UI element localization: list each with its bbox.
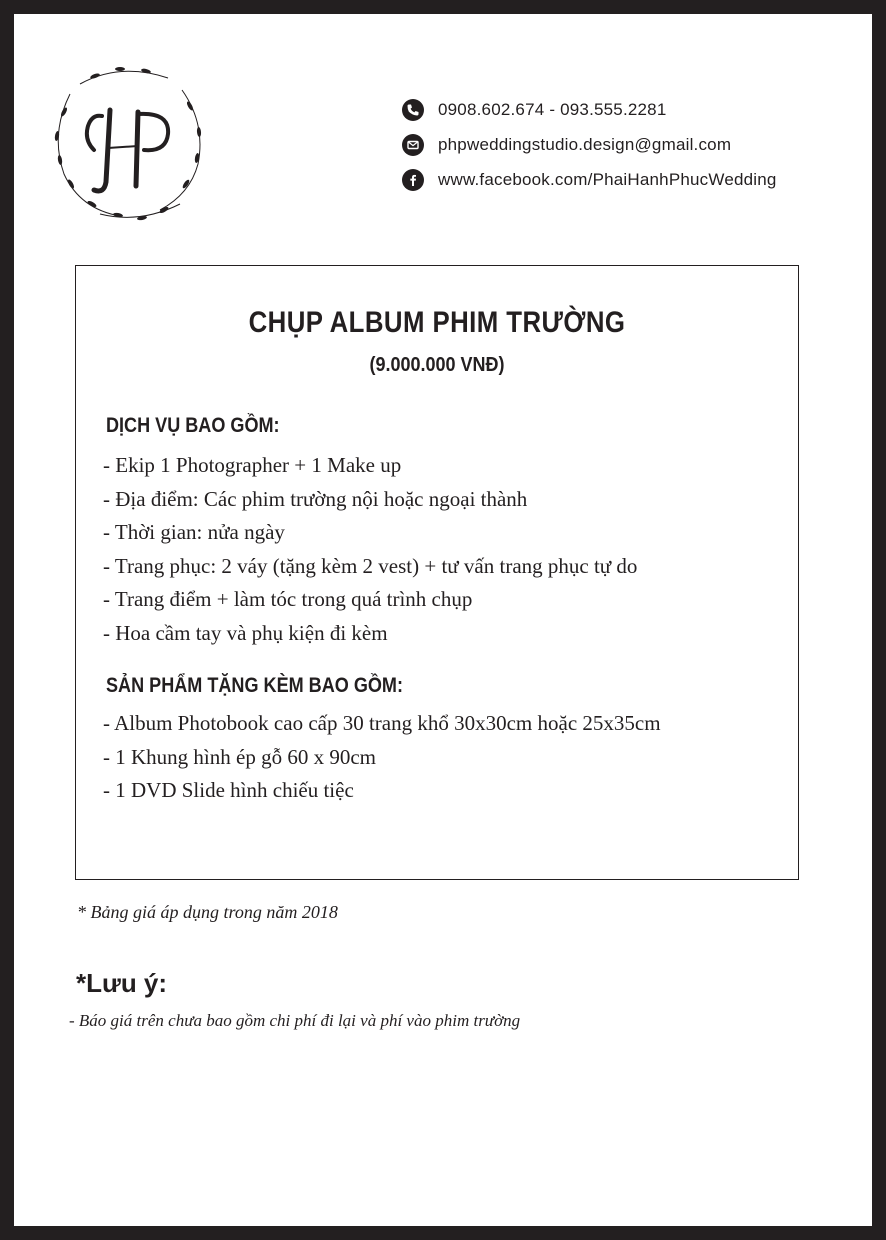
gifts-list	[103, 707, 661, 808]
list-item: - 1 Khung hình ép gỗ 60 x 90cm	[103, 744, 376, 769]
list-item: - Trang điểm + làm tóc trong quá trình chụp	[103, 587, 473, 611]
gifts-heading: SẢN PHẨM TẶNG KÈM BAO GỒM:	[106, 674, 403, 697]
package-box	[75, 265, 799, 880]
mail-icon	[402, 134, 424, 156]
package-title: CHỤP ALBUM PHIM TRƯỜNG	[248, 306, 626, 339]
list-item: - Hoa cầm tay và phụ kiện đi kèm	[103, 620, 388, 645]
phone-contact	[402, 92, 777, 127]
facebook-url[interactable]: www.facebook.com/PhaiHanhPhucWedding	[438, 169, 777, 189]
note-text: - Báo giá trên chưa bao gồm chi phí đi lại và phí vào phim trường	[69, 1011, 521, 1030]
list-item: - Địa điểm: Các phim trường nội hoặc ngoại thành	[103, 486, 528, 511]
list-item: - Ekip 1 Photographer + 1 Make up	[103, 453, 402, 477]
facebook-icon	[402, 169, 424, 191]
email-address[interactable]: phpweddingstudio.design@gmail.com	[438, 134, 732, 154]
price-sheet	[14, 14, 872, 1226]
studio-logo	[40, 54, 212, 226]
email-contact	[402, 127, 777, 162]
facebook-contact	[402, 162, 777, 197]
list-item: - Thời gian: nửa ngày	[103, 520, 285, 544]
price-year-note: * Bảng giá áp dụng trong năm 2018	[77, 902, 338, 922]
phone-numbers[interactable]: 0908.602.674 - 093.555.2281	[438, 99, 667, 119]
package-price: (9.000.000 VNĐ)	[369, 354, 505, 376]
note-title: *Lưu ý:	[76, 968, 168, 998]
contact-list	[402, 92, 777, 197]
phone-icon	[402, 99, 424, 121]
list-item: - Album Photobook cao cấp 30 trang khổ 30x30cm hoặc 25x35cm	[103, 711, 661, 735]
services-heading: DỊCH VỤ BAO GỒM:	[106, 414, 280, 437]
services-list	[103, 449, 637, 650]
list-item: - Trang phục: 2 váy (tặng kèm 2 vest) + tư vấn trang phục tự do	[103, 553, 638, 578]
list-item: - 1 DVD Slide hình chiếu tiệc	[103, 778, 354, 802]
